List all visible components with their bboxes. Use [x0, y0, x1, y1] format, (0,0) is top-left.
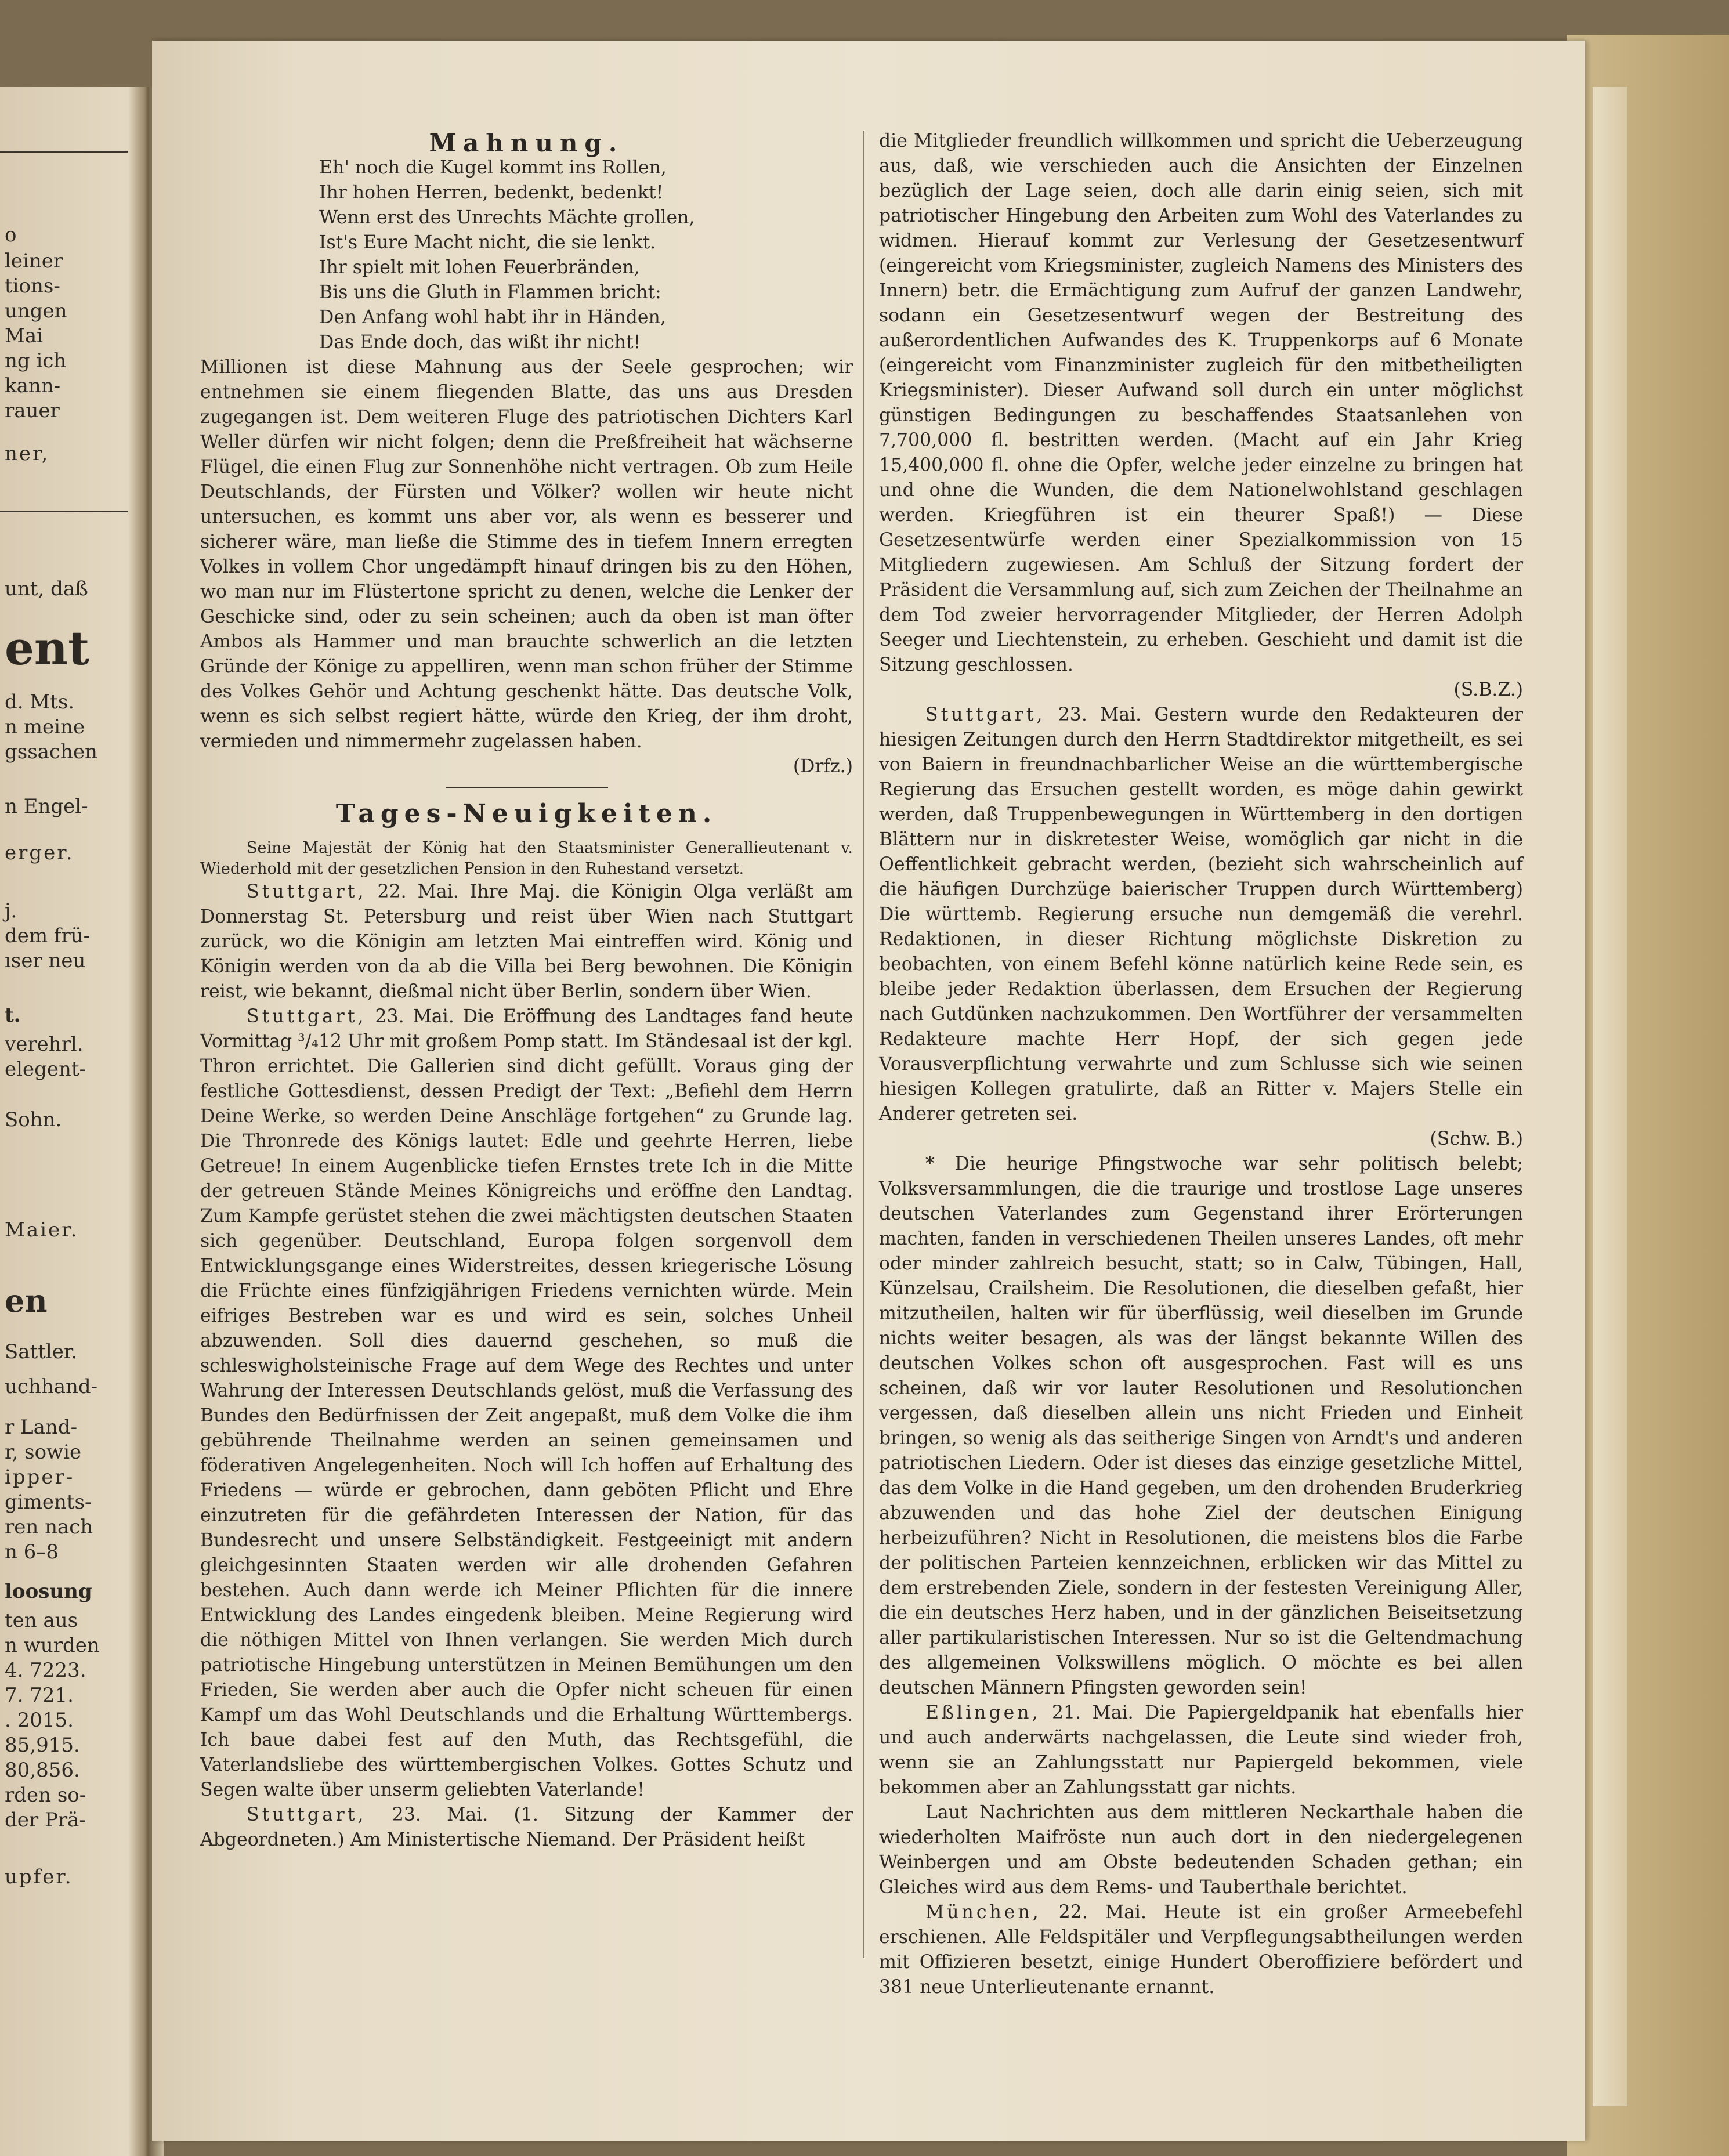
- left-fragment: loosung: [5, 1580, 92, 1603]
- left-fragment: ıser neu: [5, 949, 86, 972]
- left-fragment: rauer: [5, 399, 60, 422]
- left-fragment: . 2015.: [5, 1709, 74, 1732]
- dateline-place: Stuttgart,: [925, 704, 1046, 725]
- left-fragment: r, sowie: [5, 1441, 82, 1464]
- left-fragment: upfer.: [5, 1865, 73, 1889]
- notice-paragraph: Seine Majestät der König hat den Staatsminister Generallieutenant v. Wiederhold mit der gesetzlichen Pension in den Ruhestand versetzt.: [200, 839, 853, 878]
- dateline-place: Stuttgart,: [247, 881, 367, 902]
- left-fragment: n 6–8: [5, 1540, 59, 1564]
- left-fragment: erger.: [5, 841, 74, 864]
- left-fragment-heading: ent: [5, 621, 90, 675]
- left-fragment-heading: en: [5, 1282, 48, 1319]
- left-fragment: o: [5, 223, 17, 247]
- left-fragment: Sohn.: [5, 1108, 62, 1131]
- left-fragment: Sattler.: [5, 1340, 78, 1363]
- dateline-place: Stuttgart,: [247, 1006, 367, 1027]
- column-2: [879, 129, 1523, 2000]
- news-stuttgart-23-mai-landtag: [200, 1004, 853, 1803]
- left-fragment: 7. 721.: [5, 1684, 74, 1707]
- poem-line: Eh' noch die Kugel kommt ins Rollen,: [319, 157, 667, 178]
- left-page: [0, 87, 135, 2156]
- poem-line: Wenn erst des Unrechts Mächte grollen,: [319, 207, 695, 228]
- left-fragment: 85,915.: [5, 1734, 80, 1757]
- separator-line: [446, 787, 608, 788]
- poem-line: Ihr hohen Herren, bedenkt, bedenkt!: [319, 182, 664, 203]
- poem-line: Das Ende doch, das wißt ihr nicht!: [319, 332, 641, 353]
- poem-commentary: [200, 355, 853, 779]
- left-fragment: Mai: [5, 324, 43, 348]
- left-fragment: n meine: [5, 715, 85, 739]
- news-neckarthal: Laut Nachrichten aus dem mittleren Neckarthale haben die wiederholten Maifröste nun auch dort in den niedergelegenen Weinbergen und am Obste bedeutenden Schaden gethan; ein Gleiches wird aus dem Rems- und Tauberthale berichtet.: [879, 1802, 1523, 1898]
- left-fragment: n Engel-: [5, 795, 88, 818]
- poem-title: Mahnung.: [429, 129, 624, 157]
- news-source: (S.B.Z.): [1453, 679, 1523, 700]
- left-fragment: der Prä-: [5, 1808, 86, 1832]
- left-fragment: verehrl.: [5, 1033, 84, 1056]
- news-stuttgart-redaktionen: [879, 703, 1523, 1152]
- left-fragment: ner,: [5, 442, 50, 465]
- left-fragment: gssachen: [5, 740, 97, 764]
- left-fragment: ungen: [5, 299, 67, 323]
- left-fragment: giments-: [5, 1491, 92, 1514]
- left-fragment: unt, daß: [5, 577, 88, 601]
- poem-commentary-text: Millionen ist diese Mahnung aus der Seele gesprochen; wir entnehmen sie einem fliegenden Blatte, das uns aus Dresden zugegangen ist. Dem weiteren Fluge des patriotischen Dichters Karl Weller dürfen wir nicht folgen; denn die Preßfreiheit hat wächserne Flügel, die einen Flug zur Sonnenhöhe nicht vertragen. Ob zum Heile Deutschlands, der Fürsten und Völker? wollen wir heute nicht untersuchen, es kommt uns aber vor, als wenn es besserer und sicherer wäre, man ließe die Stimme des in tiefem Innern erregten Volkes in vollem Chor ungedämpft hinauf dringen bis zu den Höhen, wo man nur im Flüstertone spricht zu denen, welche die Lenker der Geschicke sind, oder zu sein scheinen; auch da oben ist man öfter Ambos als Hammer und man brauchte schwerlich an die letzten Gründe der Könige zu appelliren, wenn man schon früher der Stimme des Volkes Gehör und Achtung geschenkt hätte. Das deutsche Volk, wenn es sich selbst regiert hätte, würde den Krieg, der ihm droht, vermieden und nimmermehr zugelassen haben.: [200, 357, 853, 752]
- left-fragment: t.: [5, 1004, 21, 1027]
- poem-line: Bis uns die Gluth in Flammen bricht:: [319, 282, 661, 303]
- dateline-place: Eßlingen,: [925, 1702, 1041, 1723]
- left-fragment: 80,856.: [5, 1759, 80, 1782]
- left-fragment: leiner: [5, 249, 63, 273]
- poem: [319, 155, 853, 355]
- left-fragment: kann-: [5, 374, 61, 397]
- section-title: Tages-Neuigkeiten.: [335, 799, 718, 829]
- ornament-rule-bottom: [0, 511, 128, 512]
- news-stuttgart-22-mai: [200, 880, 853, 1004]
- news-body: 21. Mai. Die Papiergeldpanik hat ebenfalls hier und auch anderwärts nachgelassen, die Leute sind wieder froh, wenn sie an Zahlungsstatt nur Papiergeld bekommen, viele bekommen aber an Zahlungsstatt gar nichts.: [879, 1702, 1523, 1798]
- poem-source: (Drfz.): [793, 756, 853, 777]
- ornament-rule-top: [0, 151, 128, 153]
- left-fragment: ren nach: [5, 1515, 93, 1539]
- left-fragment: 4. 7223.: [5, 1659, 86, 1682]
- left-fragment: ten aus: [5, 1609, 78, 1632]
- poem-line: Ist's Eure Macht nicht, die sie lenkt.: [319, 232, 656, 253]
- news-muenchen: [879, 1900, 1523, 2000]
- book-cover-inner-strip: [1593, 87, 1627, 2106]
- left-fragment: rden so-: [5, 1784, 86, 1807]
- left-fragment: uchhand-: [5, 1375, 98, 1398]
- news-stuttgart-23-mai-sitzung: [200, 1803, 853, 1853]
- news-esslingen: [879, 1701, 1523, 1800]
- left-fragment: ipper-: [5, 1466, 75, 1489]
- left-fragment: elegent-: [5, 1058, 86, 1081]
- dateline-place: München,: [925, 1902, 1041, 1923]
- left-fragment: tions-: [5, 274, 60, 298]
- news-body: die Mitglieder freundlich willkommen und spricht die Ueberzeugung aus, daß, wie verschieden auch die Ansichten der Einzelnen bezüglich der Lage seien, doch alle darin einig seien, sich mit patriotischer Hingebung den Arbeiten zum Wohl des Vaterlandes zu widmen. Hierauf kommt zur Verlesung der Gesetzesentwurf (eingereicht vom Kriegsminister, zugleich Namens des Ministers des Innern) betr. die Ermächtigung zum Aufruf der ganzen Landwehr, sodann ein Gesetzesentwurf wegen der Bestreitung des außerordentlichen Aufwandes des K. Truppenkorps auf 6 Monate (eingereicht vom Finanzminister zugleich für den mitbetheiligten Kriegsminister). Dieser Aufwand soll durch ein unter möglichst günstigen Bedingungen zu beschaffendes Staatsanlehen von 7,700,000 fl. bestritten werden. (Macht auf ein Jahr Krieg 15,400,000 fl. ohne die Opfer, welche jeder einzelne zu bringen hat und ohne die Wunden, die dem Nationelwohlstand geschlagen werden. Kriegführen ist ein theurer Spaß!) — Diese Gesetzesentwürfe werden einer Spezialkommission von 15 Mitgliedern zugewiesen. Am Schluß der Sitzung fordert der Präsident die Versammlung auf, sich zum Zeichen der Theilnahme an dem Tod zweier hervorragender Mitglieder, der Herren Adolph Seeger und Liechtenstein, zu erheben. Geschieht und damit ist die Sitzung geschlossen.: [879, 131, 1523, 675]
- news-source: (Schw. B.): [1430, 1128, 1523, 1149]
- poem-line: Den Anfang wohl habt ihr in Händen,: [319, 307, 666, 328]
- dateline-place: Stuttgart,: [247, 1804, 367, 1825]
- left-fragment: dem frü-: [5, 924, 91, 947]
- news-pfingstwoche: * Die heurige Pfingstwoche war sehr politisch belebt; Volksversammlungen, die die traurige und trostlose Lage unseres deutschen Vaterlandes zum Gegenstand ihrer Erörterungen machten, fanden in verschiedenen Theilen unseres Landes, oft mehr oder minder zahlreich besucht, statt; so in Calw, Tübingen, Hall, Künzelsau, Crailsheim. Die Resolutionen, die dieselben gefaßt, hier mitzutheilen, halten wir für überflüssig, weil dieselben im Grunde nichts weiter besagen, als was der längst bekannte Willen des deutschen Volkes schon oft ausgesprochen. Fast will es uns scheinen, daß wir vor lauter Resolutionen und Resolutionchen vergessen, daß dieselben allein uns nicht Frieden und Einheit bringen, so wenig als das seitherige Singen von Arndt's und anderen patriotischen Liedern. Oder ist dieses das einzige gesetzliche Mittel, das dem Volke in die Hand gegeben, um den drohenden Bruderkrieg abzuwenden und das hohe Ziel der deutschen Einigung herbeizuführen? Nicht in Resolutionen, die meistens blos die Farbe der politischen Parteien kennzeichnen, erblicken wir das Mittel zu dem erstrebenden Ziele, sondern in der festesten Vereinigung Aller, die ein deutsches Herz haben, und in der gänzlichen Beiseitsetzung aller partikularistischen Interessen. Nur so ist die Geltendmachung des allgemeinen Volkswillens möglich. O möchte es bei allen deutschen Männern Pfingsten geworden sein!: [879, 1153, 1523, 1698]
- poem-line: Ihr spielt mit lohen Feuerbränden,: [319, 257, 640, 278]
- left-fragment: Maier.: [5, 1218, 79, 1242]
- news-body: 23. Mai. (1. Sitzung der Kammer der Abgeordneten.) Am Ministertische Niemand. Der Präsident heißt: [200, 1804, 853, 1850]
- book-cover-edge: [1567, 35, 1729, 2156]
- news-body: 22. Mai. Ihre Maj. die Königin Olga verläßt am Donnerstag St. Petersburg und reist über Wien nach Stuttgart zurück, wo die Königin am letzten Mai eintreffen wird. König und Königin werden von da ab die Villa bei Berg bewohnen. Die Königin reist, wie bekannt, dießmal nicht über Berlin, sondern über Wien.: [200, 881, 853, 1002]
- news-body: 22. Mai. Heute ist ein großer Armeebefehl erschienen. Alle Feldspitäler und Verpflegungsabtheilungen werden mit Offizieren besetzt, einige Hundert Oberoffiziere befördert und 381 neue Unterlieutenante ernannt.: [879, 1902, 1524, 1998]
- left-fragment: d. Mts.: [5, 690, 75, 714]
- left-fragment: n wurden: [5, 1634, 100, 1657]
- column-divider: [863, 131, 864, 1958]
- left-fragment: j.: [5, 899, 17, 923]
- left-fragment: r Land-: [5, 1416, 78, 1439]
- left-fragment: ng ich: [5, 349, 67, 372]
- news-body: 23. Mai. Die Eröffnung des Landtages fand heute Vormittag ³/₄12 Uhr mit großem Pomp statt. Im Ständesaal ist der kgl. Thron errichtet. Die Gallerien sind dicht gefüllt. Voraus ging der festliche Gottesdienst, dessen Predigt der Text: „Befiehl dem Herrn Deine Werke, so werden Deine Anschläge fortgehen“ zu Grunde lag. Die Thronrede des Königs lautet: Edle und geehrte Herren, liebe Getreue! In einem Augenblicke tiefen Ernstes trete Ich in die Mitte der getreuen Stände Meines Königreichs und eröffne den Landtag. Zum Kampfe gerüstet stehen die zwei mächtigsten deutschen Staaten sich gegenüber. Deutschland, Europa folgen sorgenvoll dem Entwicklungsgange eines Widerstreites, dessen kriegerische Lösung die Früchte eines fünfzigjährigen Friedens vernichten würde. Mein eifriges Bestreben war es und wird es sein, solches Unheil abzuwenden. Soll dies dauernd geschehen, so muß die schleswigholsteinische Frage auf dem Wege des Rechtes und unter Wahrung der Interessen Deutschlands gelöst, muß die Verfassung des Bundes den Bedürfnissen der Zeit angepaßt, muß dem Volke die ihm gebührende Theilnahme werden an seinen gemeinsamen und föderativen Angelegenheiten. Noch will Ich hoffen auf Erhaltung des Friedens — würde er gebrochen, dann geböten Pflicht und Ehre einzutreten für die gefährdeten Interessen der Nation, für das Bundesrecht und unsere Selbständigkeit. Festgeeinigt mit andern gleichgesinnten Staaten werden wir alle drohenden Gefahren bestehen. Auch dann werde ich Meiner Pflichten für die innere Entwicklung des Landes eingedenk bleiben. Meine Regierung wird die nöthigen Mittel von Ihnen verlangen. Sie werden Mich durch patriotische Hingebung unterstützen in Meinen Bemühungen um den Frieden, Sie werden aber auch die Opfer nicht scheuen für einen Kampf um das Wohl Deutschlands und die Erhaltung Württembergs. Ich baue dabei fest auf den Muth, das Rechtsgefühl, die Vaterlandsliebe des württembergischen Volkes. Gottes Schutz und Segen walte über unserm geliebten Vaterlande!: [200, 1006, 853, 1800]
- column-1: [200, 131, 853, 1853]
- news-continuation: [879, 129, 1523, 703]
- news-body: 23. Mai. Gestern wurde den Redakteuren der hiesigen Zeitungen durch den Herrn Stadtdirektor mitgetheilt, es sei von Baiern in freundnachbarlicher Weise an die württembergische Regierung das Ersuchen gestellt worden, es möge dahin gewirkt werden, daß Truppenbewegungen in Württemberg in den dortigen Blättern nur in diskretester Weise, womöglich gar nicht in die Oeffentlichkeit gebracht werden, (bezieht sich wahrscheinlich auf die häufigen Durchzüge baierischer Truppen durch Württemberg) Die württemb. Regierung ersuche nun demgemäß die verehrl. Redaktionen, in dieser Richtung möglichste Diskretion zu beobachten, von einem Befehl könne natürlich keine Rede sein, es bleibe jeder Redaktion überlassen, dem Ersuchen der Regierung nach Gutdünken nachzukommen. Den Wortführer der versammelten Redakteure machte Herr Hopf, der sich gegen jede Vorausverpflichtung verwahrte und zum Schlusse sich wie seinen hiesigen Kollegen gratulirte, daß an Ritter v. Majers Stelle ein Anderer getreten sei.: [879, 704, 1523, 1124]
